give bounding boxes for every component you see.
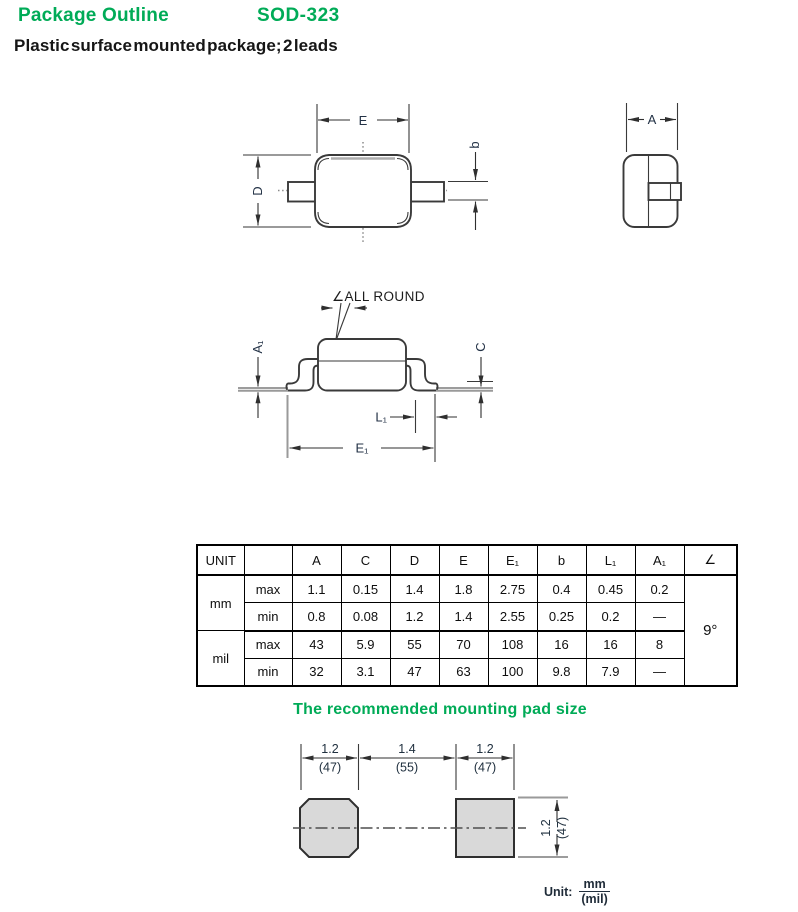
limit-cell: min bbox=[244, 603, 292, 631]
value-cell: 0.2 bbox=[635, 575, 684, 603]
blank-header-cell bbox=[244, 545, 292, 575]
value-cell: 0.45 bbox=[586, 575, 635, 603]
value-cell: 16 bbox=[586, 631, 635, 659]
value-cell: 1.1 bbox=[292, 575, 341, 603]
value-cell: 2.75 bbox=[488, 575, 537, 603]
package-body-top-view bbox=[315, 155, 411, 227]
limit-cell: max bbox=[244, 631, 292, 659]
value-cell: 16 bbox=[537, 631, 586, 659]
col-header: E₁ bbox=[488, 545, 537, 575]
value-cell: 0.4 bbox=[537, 575, 586, 603]
value-cell: 70 bbox=[439, 631, 488, 659]
value-cell: 0.8 bbox=[292, 603, 341, 631]
value-cell: 100 bbox=[488, 658, 537, 686]
col-header: D bbox=[390, 545, 439, 575]
value-cell: 1.4 bbox=[439, 603, 488, 631]
pad-dim-side-mil: (47) bbox=[555, 816, 569, 840]
value-cell: 43 bbox=[292, 631, 341, 659]
gullwing-lead-right bbox=[404, 359, 438, 391]
col-header: L₁ bbox=[586, 545, 635, 575]
dim-label-E1: E₁ bbox=[355, 440, 369, 456]
col-header: C bbox=[341, 545, 390, 575]
value-cell: — bbox=[635, 658, 684, 686]
value-cell: 3.1 bbox=[341, 658, 390, 686]
angle-value-cell: 9° bbox=[684, 575, 737, 686]
pad-dim-mil: (55) bbox=[395, 760, 419, 775]
value-cell: 7.9 bbox=[586, 658, 635, 686]
package-name: SOD-323 bbox=[257, 5, 340, 26]
dim-label-A1: A₁ bbox=[250, 340, 265, 354]
unit-fraction bbox=[579, 877, 609, 907]
mounting-pad-title: The recommended mounting pad size bbox=[293, 701, 587, 718]
value-cell: 55 bbox=[390, 631, 439, 659]
page-subtitle: Plastic surface mounted package; 2 leads bbox=[14, 36, 338, 55]
limit-cell: min bbox=[244, 658, 292, 686]
dim-label-D: D bbox=[250, 186, 265, 196]
mounting-pad-drawing bbox=[0, 735, 798, 887]
value-cell: 47 bbox=[390, 658, 439, 686]
dim-label-E: E bbox=[358, 113, 368, 128]
value-cell: 8 bbox=[635, 631, 684, 659]
unit-mil-cell: mil bbox=[197, 631, 244, 686]
dim-label-b: b bbox=[467, 141, 482, 149]
side-view-drawing bbox=[238, 289, 493, 462]
value-cell: 32 bbox=[292, 658, 341, 686]
pad-dim-side-mm: 1.2 bbox=[539, 819, 553, 837]
col-header: A bbox=[292, 545, 341, 575]
limit-cell: max bbox=[244, 575, 292, 603]
col-header-angle: ∠ bbox=[684, 545, 737, 575]
value-cell: 1.8 bbox=[439, 575, 488, 603]
unit-numerator: mm bbox=[579, 877, 609, 892]
dim-label-L1: L₁ bbox=[375, 409, 387, 425]
col-header: E bbox=[439, 545, 488, 575]
value-cell: 1.4 bbox=[390, 575, 439, 603]
package-outline-drawing bbox=[0, 90, 798, 470]
pad-dim-mm: 1.2 bbox=[321, 742, 339, 756]
top-view-drawing bbox=[243, 104, 488, 243]
pad-dim-mm: 1.4 bbox=[398, 742, 416, 756]
col-header: A₁ bbox=[635, 545, 684, 575]
value-cell: 2.55 bbox=[488, 603, 537, 631]
lead-end-view bbox=[649, 183, 682, 200]
dim-label-A: A bbox=[647, 112, 657, 127]
dim-label-C: C bbox=[473, 342, 488, 352]
gullwing-lead-left bbox=[287, 359, 321, 391]
lead-right bbox=[411, 182, 444, 202]
value-cell: 0.15 bbox=[341, 575, 390, 603]
lead-left bbox=[288, 182, 317, 202]
value-cell: 5.9 bbox=[341, 631, 390, 659]
value-cell: 9.8 bbox=[537, 658, 586, 686]
unit-mm-cell: mm bbox=[197, 575, 244, 630]
value-cell: 0.25 bbox=[537, 603, 586, 631]
value-cell: 108 bbox=[488, 631, 537, 659]
pad-dim-mm: 1.2 bbox=[476, 742, 494, 756]
value-cell: 0.08 bbox=[341, 603, 390, 631]
unit-note bbox=[544, 877, 610, 907]
value-cell: 63 bbox=[439, 658, 488, 686]
value-cell: 0.2 bbox=[586, 603, 635, 631]
pad-dim-mil: (47) bbox=[318, 760, 342, 775]
package-body-side-view bbox=[318, 339, 406, 391]
pad-dim-mil: (47) bbox=[473, 760, 497, 775]
end-view-drawing bbox=[624, 103, 682, 227]
value-cell: 1.2 bbox=[390, 603, 439, 631]
col-header: b bbox=[537, 545, 586, 575]
dimension-table bbox=[196, 544, 738, 687]
unit-denominator: (mil) bbox=[581, 892, 608, 907]
page-title: Package Outline bbox=[18, 5, 169, 26]
unit-label: Unit: bbox=[544, 884, 573, 899]
value-cell: — bbox=[635, 603, 684, 631]
all-round-note: ∠ALL ROUND bbox=[332, 289, 425, 304]
unit-header-cell: UNIT bbox=[197, 545, 244, 575]
